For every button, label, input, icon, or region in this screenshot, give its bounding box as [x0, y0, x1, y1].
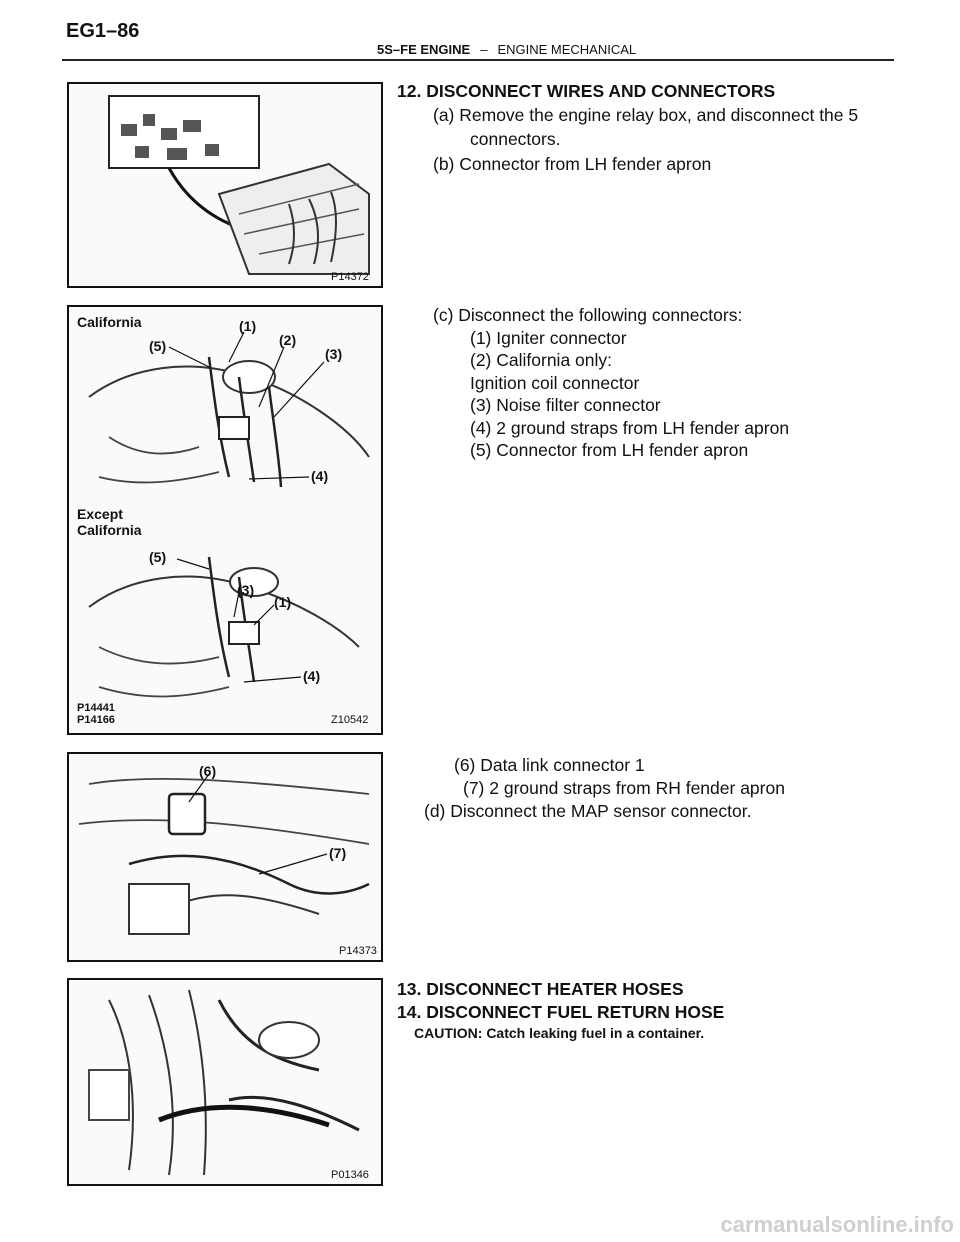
step-13-title: 13. DISCONNECT HEATER HOSES	[397, 979, 684, 999]
header-section: 5S–FE ENGINE	[377, 42, 471, 57]
step-12c-6: (6) Data link connector 1	[454, 755, 645, 775]
figure-hoses	[67, 978, 383, 1186]
fig2-lower-callout-4: (4)	[303, 668, 321, 684]
step-12b: (b) Connector from LH fender apron	[433, 154, 712, 174]
fig3-callout-6: (6)	[199, 763, 217, 779]
fig1-code: P14372	[331, 271, 369, 283]
fig2-callout-4: (4)	[311, 468, 329, 484]
fig3-callout-7: (7)	[329, 845, 347, 861]
fig4-code: P01346	[331, 1169, 369, 1181]
step-14-caution: CAUTION: Catch leaking fuel in a container.	[414, 1025, 705, 1041]
header-subsection: ENGINE MECHANICAL	[497, 42, 637, 57]
step-12c: (c) Disconnect the following connectors:	[433, 305, 743, 325]
fig2-callout-5: (5)	[149, 338, 167, 354]
step-12-title: 12. DISCONNECT WIRES AND CONNECTORS	[397, 81, 776, 101]
step-12d: (d) Disconnect the MAP sensor connector.	[424, 801, 752, 821]
page-number: EG1–86	[66, 20, 140, 42]
fig2-callout-3: (3)	[325, 346, 343, 362]
figure-relay-box	[67, 82, 383, 288]
data-link-illustration	[69, 754, 381, 960]
relay-box-illustration	[69, 84, 381, 286]
fig2-label-except: Except	[77, 506, 123, 522]
step-12c-7: (7) 2 ground straps from RH fender apron	[463, 778, 785, 798]
step-12c-3: (3) Noise filter connector	[470, 395, 661, 415]
fig2-code-2: P14166	[77, 714, 115, 726]
figure-connectors	[67, 305, 383, 735]
fig2-code-right: Z10542	[331, 714, 369, 726]
step-12c-1: (1) Igniter connector	[470, 328, 627, 348]
step-12c-5: (5) Connector from LH fender apron	[470, 440, 749, 460]
fig2-label-california: California	[77, 314, 142, 330]
fig2-label-except-california: California	[77, 522, 142, 538]
header-rule	[62, 59, 894, 61]
hoses-illustration	[69, 980, 381, 1184]
step-12c-2: (2) California only:	[470, 350, 612, 370]
fig2-lower-callout-1: (1)	[274, 594, 292, 610]
fig2-lower-callout-3: (3)	[237, 582, 255, 598]
running-header	[377, 42, 636, 57]
fig2-callout-2: (2)	[279, 332, 297, 348]
step-12c-2-detail: Ignition coil connector	[470, 373, 640, 393]
step-12a-line2: connectors.	[470, 129, 561, 149]
step-12c-4: (4) 2 ground straps from LH fender apron	[470, 418, 790, 438]
step-14-title: 14. DISCONNECT FUEL RETURN HOSE	[397, 1002, 725, 1022]
watermark: carmanualsonline.info	[720, 1212, 954, 1237]
figure-data-link	[67, 752, 383, 962]
fig2-code-1: P14441	[77, 702, 115, 714]
header-separator: –	[480, 42, 488, 57]
step-12a-line1: (a) Remove the engine relay box, and disconnect the 5	[433, 105, 859, 125]
fig2-lower-callout-5: (5)	[149, 549, 167, 565]
fig3-code: P14373	[339, 945, 377, 957]
connectors-illustration	[69, 307, 381, 733]
fig2-callout-1: (1)	[239, 318, 257, 334]
